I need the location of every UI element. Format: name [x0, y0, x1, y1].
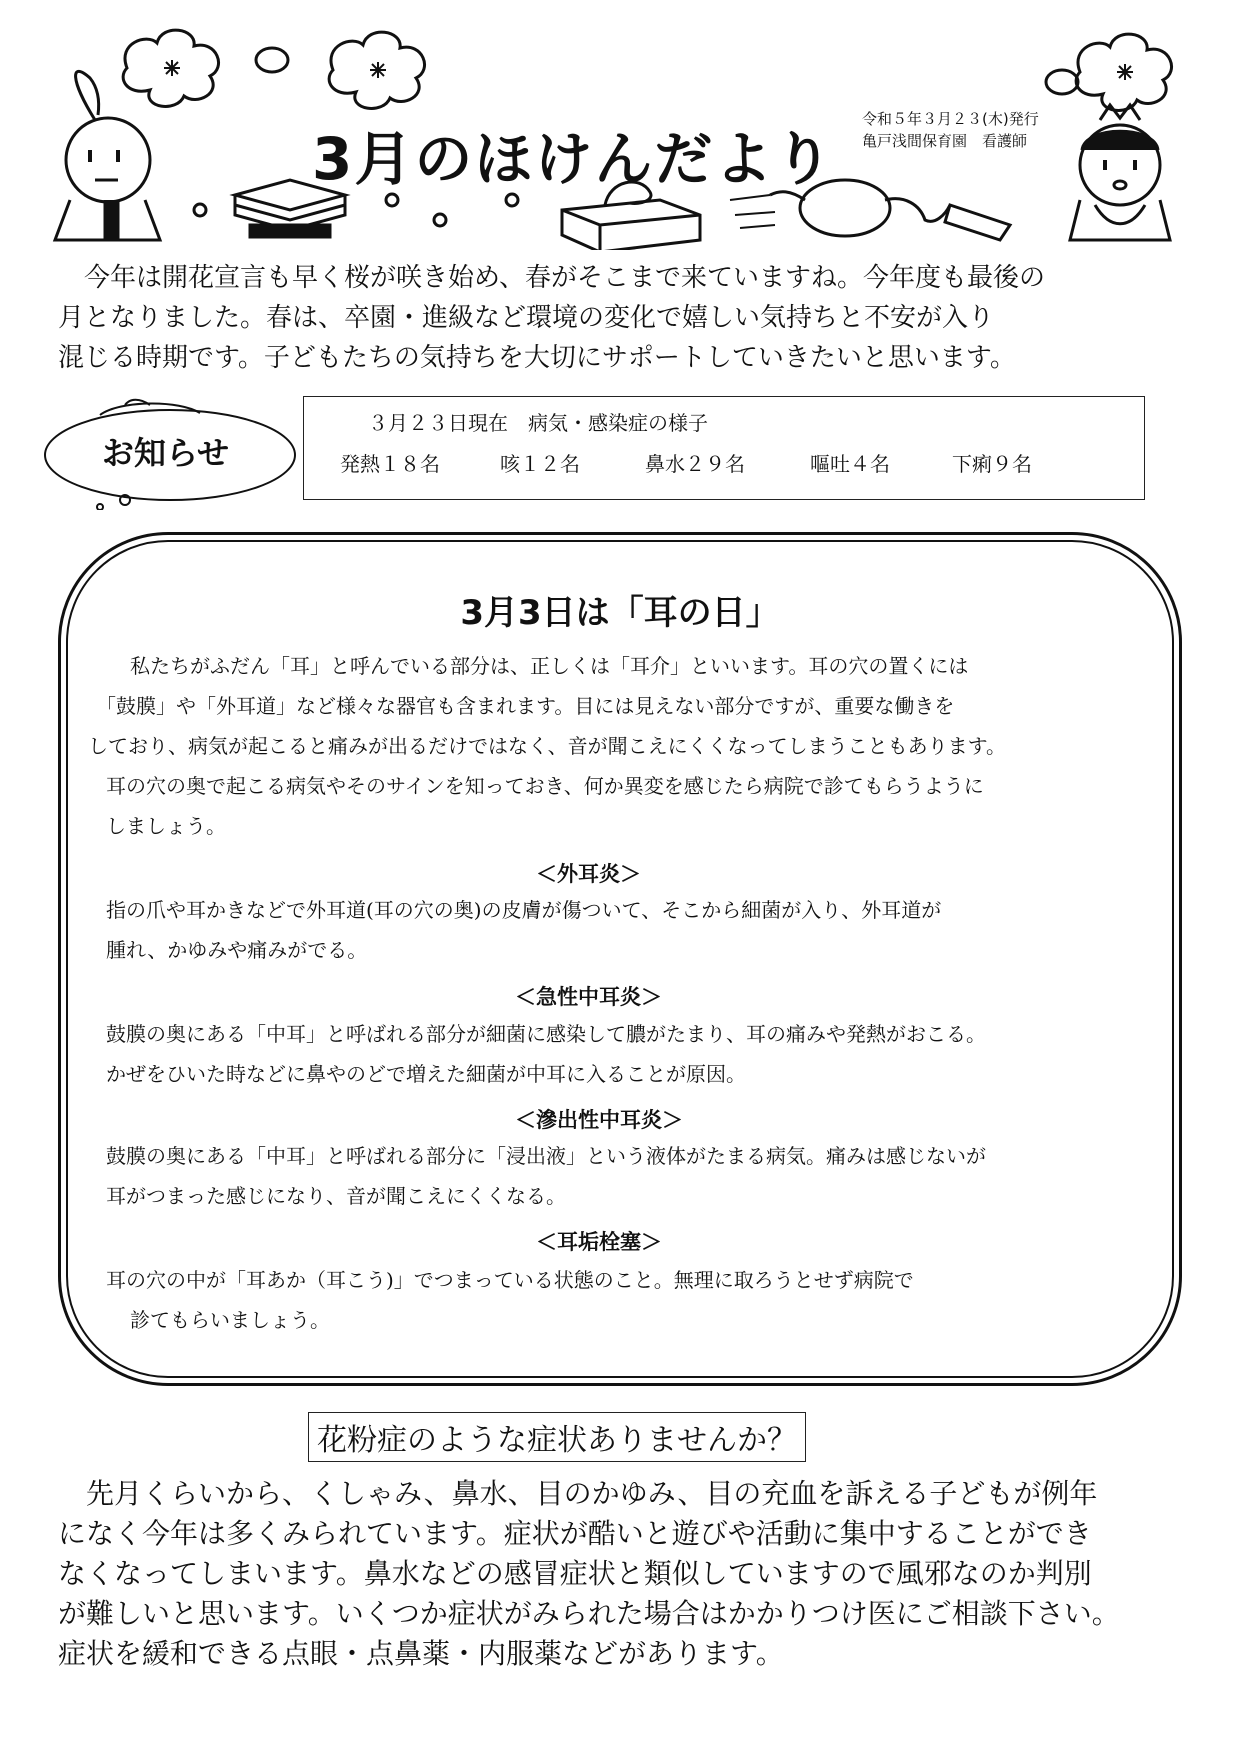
ear-intro-line: しましょう。 [106, 814, 226, 838]
stat-cough: 咳１２名 [500, 452, 580, 476]
ear-intro-line: 「鼓膜」や「外耳道」など様々な器官も含まれます。目には見えない部分ですが、重要な働きを [96, 694, 955, 718]
page-title: 3月のほけんだより [312, 125, 835, 193]
illness-stats [340, 448, 1100, 478]
stat-diarrhea: 下痢９名 [952, 452, 1032, 476]
empress-doll-icon [1070, 105, 1170, 240]
plum-blossom-icon [123, 30, 218, 106]
bud-icon [1046, 70, 1078, 94]
section-line: 診てもらいましょう。 [130, 1308, 330, 1332]
section-line: かぜをひいた時などに鼻やのどで増えた細菌が中耳に入ることが原因。 [106, 1062, 746, 1086]
section-line: 鼓膜の奥にある「中耳」と呼ばれる部分が細菌に感染して膿がたまり、耳の痛みや発熱がおこる。 [106, 1022, 986, 1046]
ear-intro-line: しており、病気が起こると痛みが出るだけではなく、音が聞こえにくくなってしまうこともあります。 [88, 734, 1006, 758]
section-line: 耳がつまった感じになり、音が聞こえにくくなる。 [106, 1184, 566, 1208]
emperor-doll-icon [55, 71, 160, 240]
stat-runny-nose: 鼻水２９名 [645, 452, 745, 476]
stat-vomiting: 嘔吐４名 [810, 452, 890, 476]
section-heading-earwax-impaction: ＜耳垢栓塞＞ [536, 1230, 662, 1254]
pollen-text: 先月くらいから、くしゃみ、鼻水、目のかゆみ、目の充血を訴える子どもが例年 になく今年は多くみられています。症状が酷いと遊びや活動に集中することができ なくなってしまいます。鼻水などの感冒症状と類似していますので風邪なのか判別 が難しいと思います。いくつか症状がみられた場合はかかりつけ医にご相談下さい。 症状を緩和できる点眼・点鼻薬・内服薬などがあります。 [58, 1477, 1120, 1670]
issue-info [862, 108, 1039, 152]
section-line: 耳の穴の中が「耳あか（耳こう)」でつまっている状態のこと。無理に取ろうとせず病院で [106, 1268, 914, 1292]
bud-icon [256, 48, 288, 72]
pollen-title: 花粉症のような症状ありませんか？ [308, 1412, 806, 1462]
section-line: 腫れ、かゆみや痛みがでる。 [106, 938, 368, 962]
section-heading-otitis-media-effusion: ＜滲出性中耳炎＞ [515, 1108, 683, 1132]
notice-label: お知らせ [102, 434, 230, 472]
ear-day-title: 3月3日は「耳の日」 [460, 593, 780, 633]
issue-date: 令和５年３月２３(木)発行 [862, 110, 1039, 128]
ear-intro-line: 私たちがふだん「耳」と呼んでいる部分は、正しくは「耳介」といいます。耳の穴の置くには [130, 654, 969, 678]
ear-intro-line: 耳の穴の奥で起こる病気やそのサインを知っておき、何か異変を感じたら病院で診てもらうように [106, 774, 984, 798]
section-heading-otitis-externa: ＜外耳炎＞ [536, 862, 641, 886]
issuer: 亀戸浅間保育園 看護師 [862, 132, 1028, 150]
stat-fever: 発熱１８名 [340, 452, 440, 476]
plum-blossom-icon [329, 32, 424, 108]
notice-date: ３月２３日現在 病気・感染症の様子 [368, 411, 708, 435]
plum-blossom-icon [1076, 34, 1171, 110]
section-line: 鼓膜の奥にある「中耳」と呼ばれる部分に「浸出液」という液体がたまる病気。痛みは感じないが [106, 1144, 986, 1168]
section-line: 指の爪や耳かきなどで外耳道(耳の穴の奥)の皮膚が傷ついて、そこから細菌が入り、外耳道が [106, 898, 942, 922]
intro-text: 今年は開花宣言も早く桜が咲き始め、春がそこまで来ていますね。今年度も最後の 月となりました。春は、卒園・進級など環境の変化で嬉しい気持ちと不安が入り 混じる時期です。子どもたちの気持ちを大切にサポートしていきたいと思います。 [58, 263, 1045, 373]
section-heading-acute-otitis-media: ＜急性中耳炎＞ [515, 985, 662, 1009]
